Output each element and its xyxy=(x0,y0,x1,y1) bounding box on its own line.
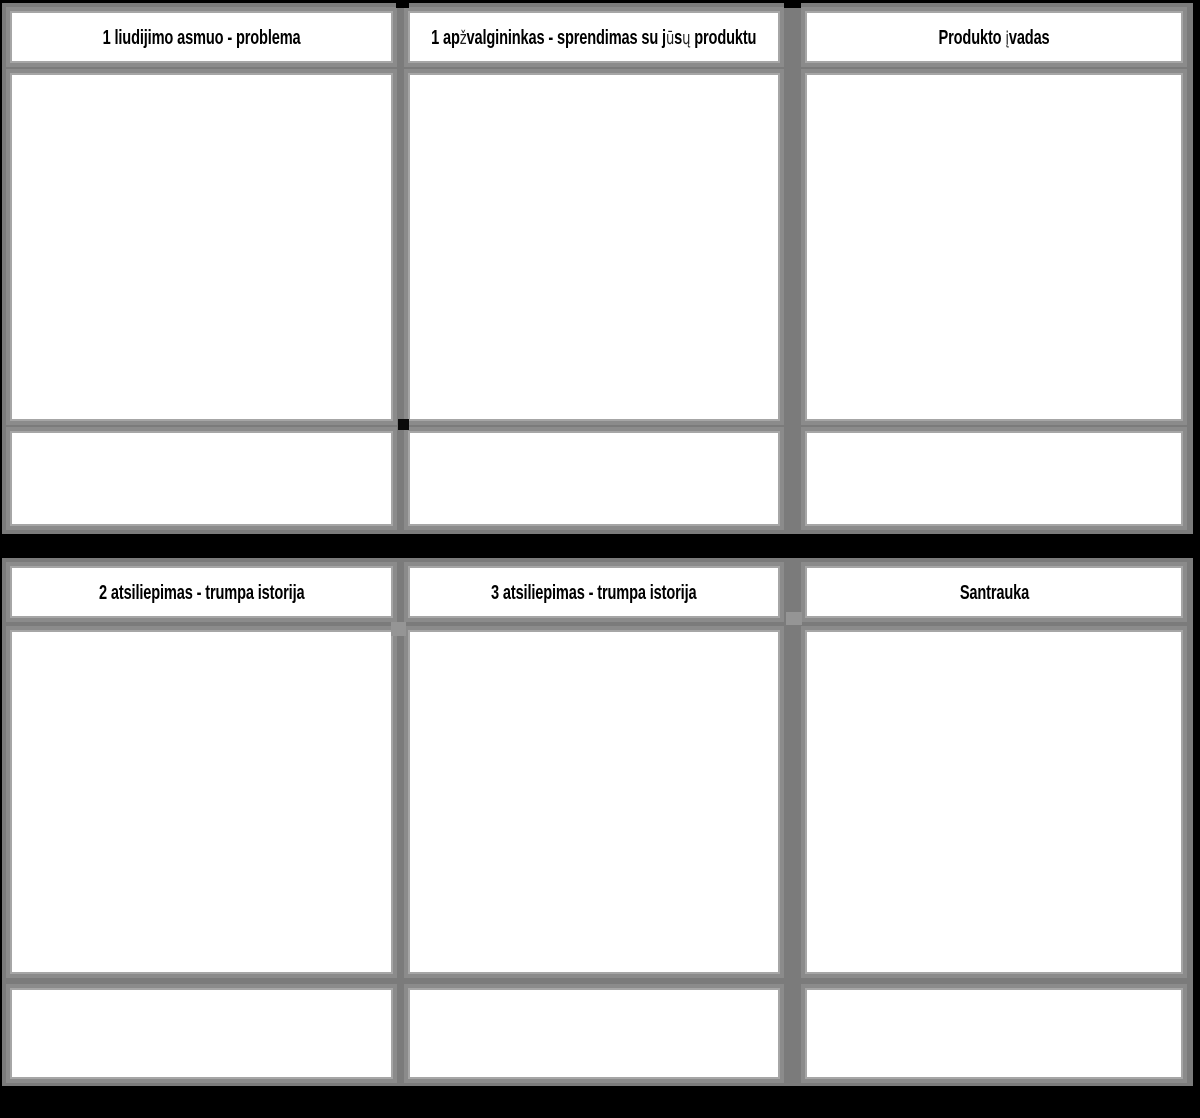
cell-2-title-box[interactable] xyxy=(408,11,780,63)
cell-4-title: 2 atsiliepimas - trumpa istorija xyxy=(98,582,305,604)
storyboard-cell-3 xyxy=(803,3,1185,534)
cell-5-image-area[interactable] xyxy=(408,630,780,974)
storyboard-cell-1 xyxy=(8,3,395,534)
cell-1-image-area[interactable] xyxy=(10,73,393,421)
cell-6-image-area[interactable] xyxy=(805,630,1183,974)
cell-6-caption-area[interactable] xyxy=(805,988,1183,1079)
cell-3-image-area[interactable] xyxy=(805,73,1183,421)
storyboard-row-1 xyxy=(2,3,1193,534)
cell-2-title: 1 apžvalgininkas - sprendimas su jūsų produktu xyxy=(431,27,757,49)
storyboard-row-2 xyxy=(2,558,1193,1086)
cell-4-title-box[interactable] xyxy=(10,566,393,618)
cell-1-title: 1 liudijimo asmuo - problema xyxy=(102,27,301,49)
cell-3-caption-area[interactable] xyxy=(805,431,1183,526)
cell-2-image-area[interactable] xyxy=(408,73,780,421)
selection-resize-handle[interactable] xyxy=(398,419,409,430)
divider-handle xyxy=(786,612,802,625)
cell-2-caption-area[interactable] xyxy=(408,431,780,526)
cell-3-title-box[interactable] xyxy=(805,11,1183,63)
storyboard-cell-5 xyxy=(406,558,782,1086)
storyboard-cell-4 xyxy=(8,558,395,1086)
cell-4-image-area[interactable] xyxy=(10,630,393,974)
cell-5-title: 3 atsiliepimas - trumpa istorija xyxy=(491,582,697,604)
divider-handle xyxy=(391,622,406,636)
cell-4-caption-area[interactable] xyxy=(10,988,393,1079)
top-seam-gap xyxy=(784,0,801,8)
cell-5-title-box[interactable] xyxy=(408,566,780,618)
cell-5-caption-area[interactable] xyxy=(408,988,780,1079)
cell-6-title: Santrauka xyxy=(959,582,1029,604)
storyboard-cell-6 xyxy=(803,558,1185,1086)
cell-1-caption-area[interactable] xyxy=(10,431,393,526)
cell-6-title-box[interactable] xyxy=(805,566,1183,618)
cell-1-title-box[interactable] xyxy=(10,11,393,63)
storyboard-cell-2 xyxy=(406,3,782,534)
top-seam-gap xyxy=(396,0,409,8)
cell-3-title: Produkto įvadas xyxy=(938,27,1050,49)
